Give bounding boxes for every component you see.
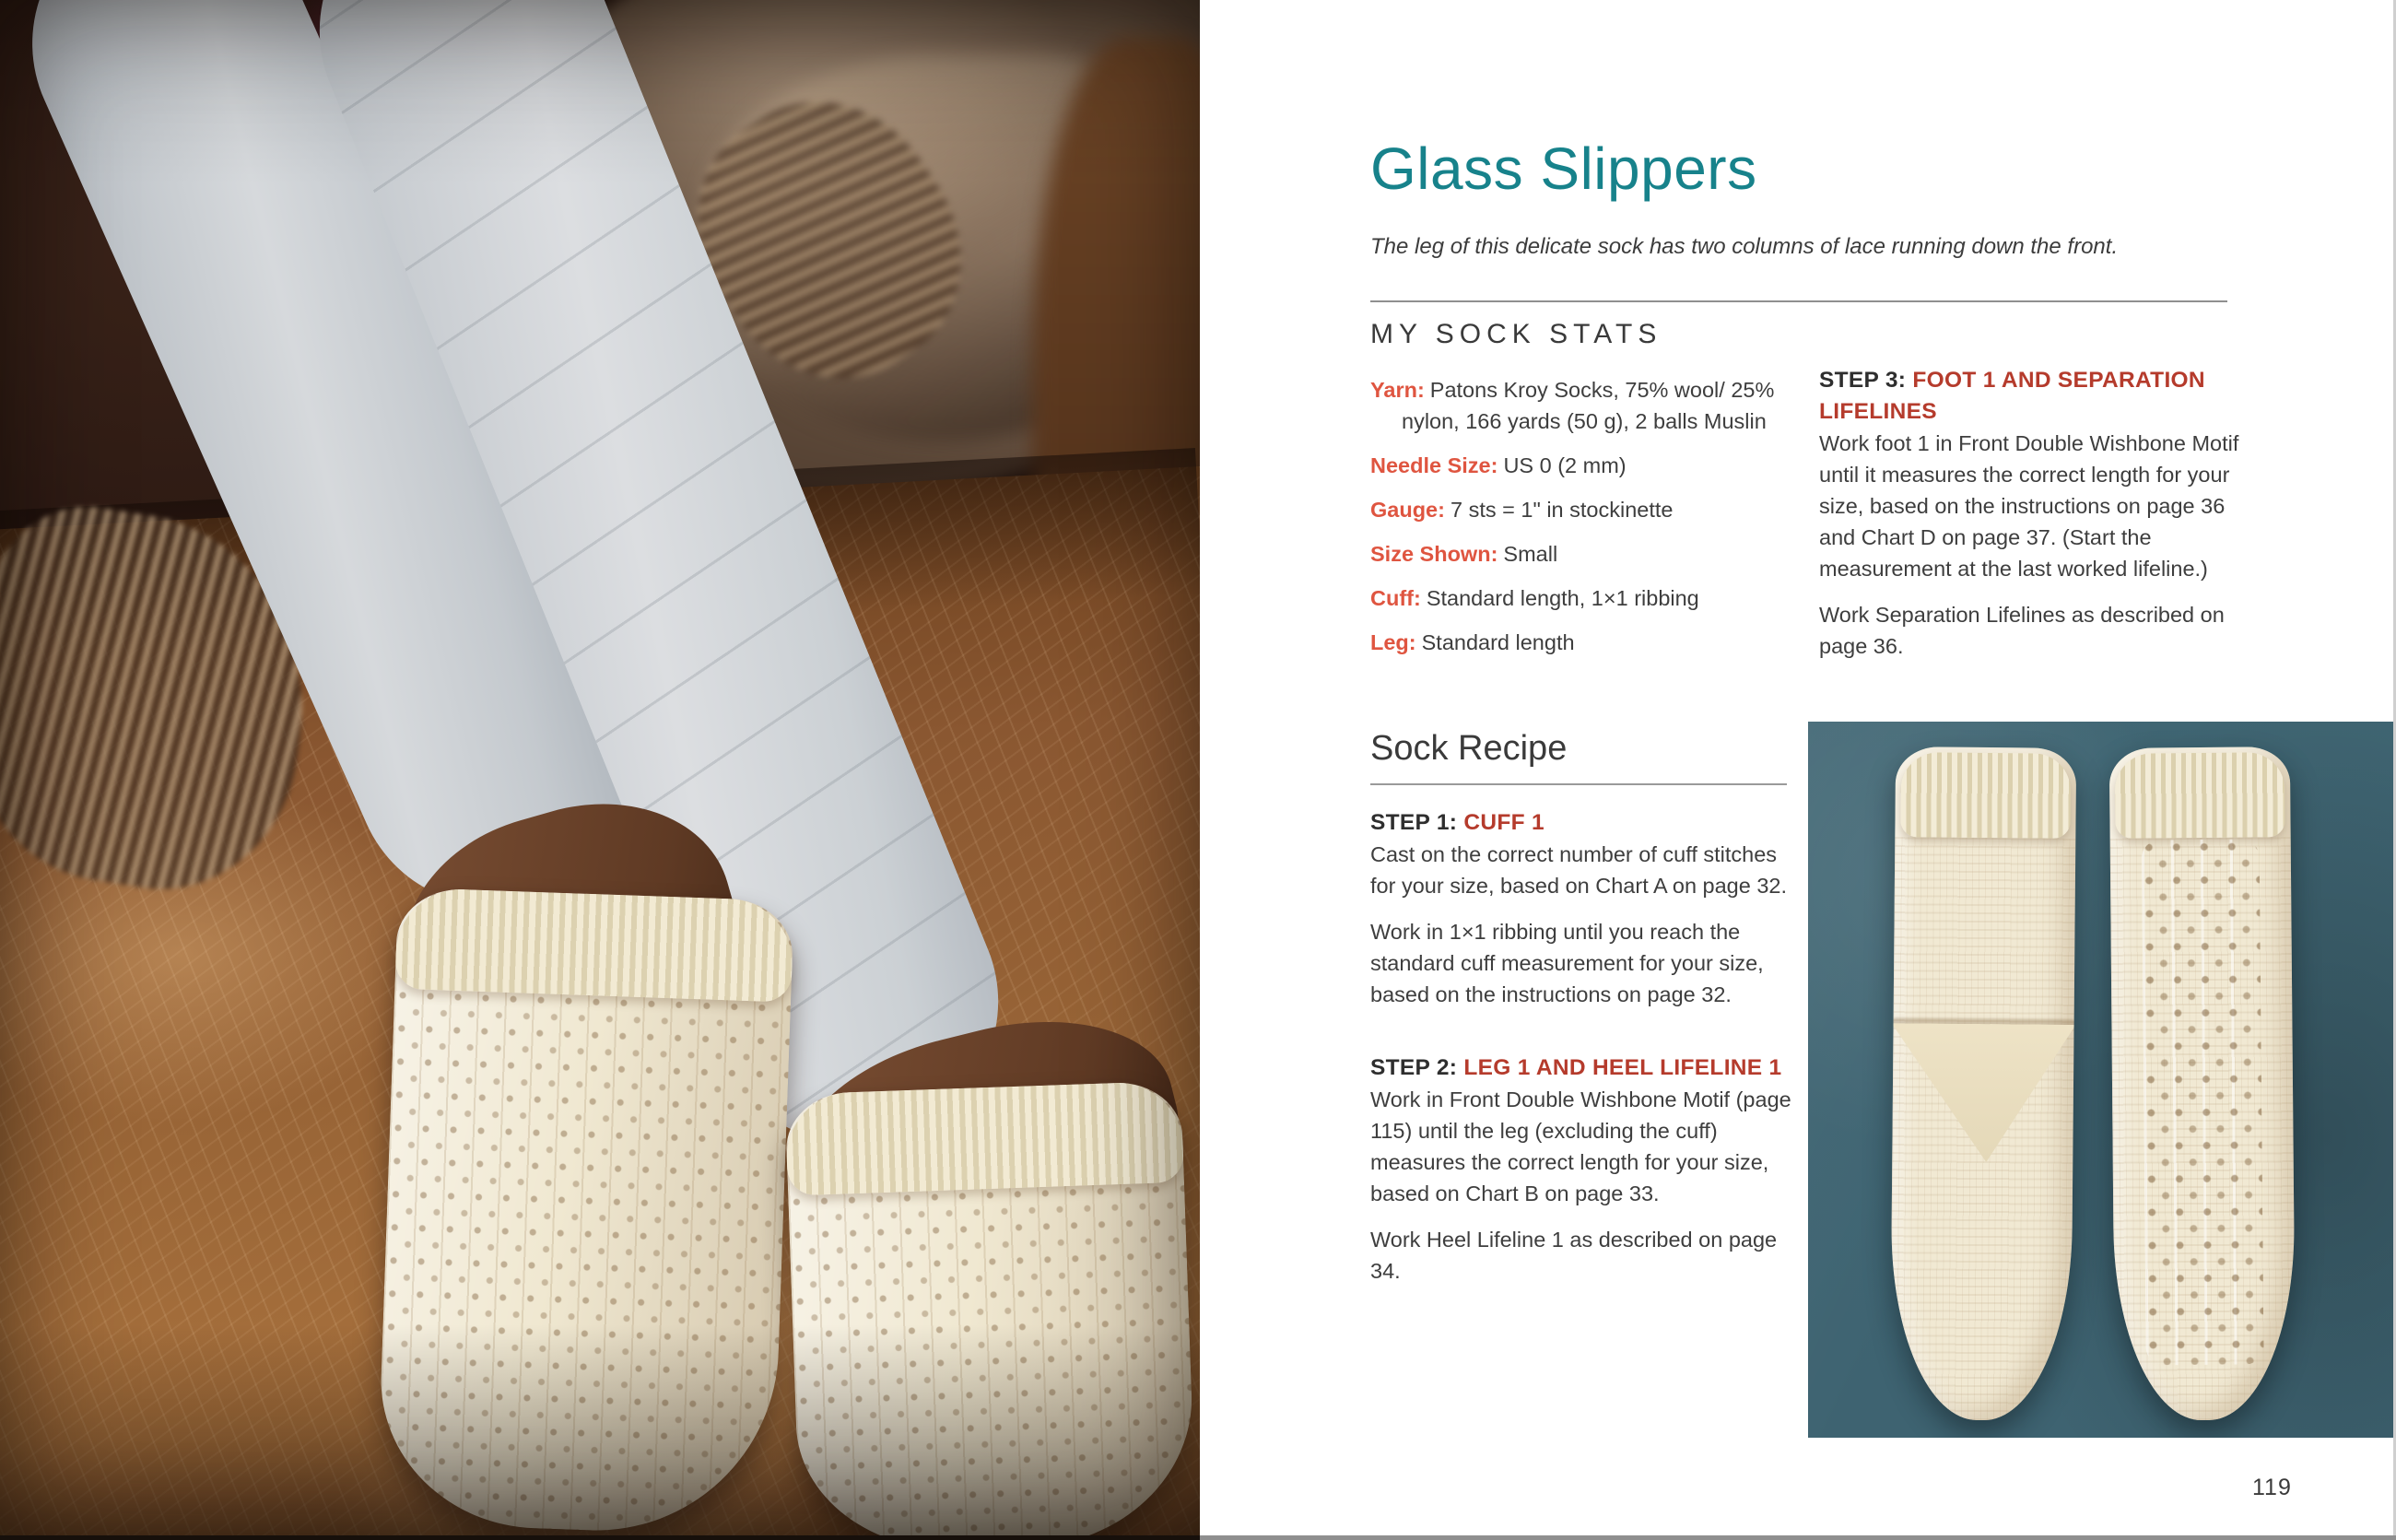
pattern-page — [1200, 0, 2396, 1540]
stat-value: US 0 (2 mm) — [1503, 453, 1627, 477]
step-1-paragraph: Work in 1×1 ribbing until you reach the standard cuff measurement for your size, based on the instructions on page 32. — [1370, 920, 1764, 1006]
stat-value: Standard length — [1421, 630, 1575, 654]
sock-recipe-section — [1370, 729, 1802, 1287]
stat-label: Leg: — [1370, 630, 1416, 654]
screenshot-bottom-edge-left — [0, 1535, 1200, 1540]
recipe-divider-rule — [1370, 783, 1787, 785]
page-subtitle: The leg of this delicate sock has two columns of lace running down the front. — [1370, 234, 2119, 259]
stat-value: Patons Kroy Socks, 75% wool/ 25% nylon, 166 yards (50 g), 2 balls Muslin — [1402, 378, 1775, 433]
sock-stats-heading: MY SOCK STATS — [1370, 319, 1662, 349]
stat-item-cuff — [1370, 582, 1811, 614]
divider-rule — [1370, 300, 2227, 302]
stat-label: Cuff: — [1370, 586, 1421, 610]
step-1-block — [1370, 807, 1802, 1010]
stat-item-size-shown — [1370, 538, 1811, 570]
step-2-label: STEP 2: — [1370, 1055, 1458, 1080]
stat-label: Size Shown: — [1370, 542, 1498, 566]
step-1-heading — [1370, 807, 1802, 839]
step-3-paragraph: Work foot 1 in Front Double Wishbone Motif until it measures the correct length for your size, based on the instructions on page 36 and Chart D on page 37. (Start the measurement at the last worked lifeline.) — [1819, 431, 2239, 581]
stat-label: Needle Size: — [1370, 453, 1498, 477]
step-2-block — [1370, 1052, 1802, 1287]
step-3-block — [1819, 365, 2245, 662]
step-3-section — [1819, 365, 2245, 662]
step-2-title: LEG 1 AND HEEL LIFELINE 1 — [1463, 1055, 1782, 1080]
page-title: Glass Slippers — [1370, 135, 1757, 202]
stat-label: Yarn: — [1370, 378, 1425, 402]
stat-value: Small — [1503, 542, 1558, 566]
step-3-label: STEP 3: — [1819, 368, 1907, 393]
step-2-heading — [1370, 1052, 1802, 1084]
flatlay-sock-front — [2109, 746, 2296, 1421]
flatlay-lace-pattern — [2142, 839, 2264, 1365]
step-3-heading — [1819, 365, 2245, 428]
step-1-title: CUFF 1 — [1463, 810, 1544, 835]
stat-item-leg — [1370, 627, 1811, 658]
flatlay-sock-front-cuff — [2115, 752, 2285, 839]
step-1-paragraph: Cast on the correct number of cuff stitches for your size, based on Chart A on page 32. — [1370, 842, 1788, 898]
stat-label: Gauge: — [1370, 498, 1445, 522]
page-number: 119 — [2252, 1475, 2292, 1500]
step-3-title: FOOT 1 AND SEPARATION LIFELINES — [1819, 368, 2205, 424]
stat-item-needle-size — [1370, 450, 1811, 481]
stat-value: 7 sts = 1" in stockinette — [1450, 498, 1674, 522]
stat-item-gauge — [1370, 494, 1811, 525]
stat-value: Standard length, 1×1 ribbing — [1426, 586, 1699, 610]
sock-stats-section — [1370, 319, 1811, 671]
step-2-paragraph: Work Heel Lifeline 1 as described on page 34. — [1370, 1228, 1778, 1283]
screenshot-bottom-edge-right — [1200, 1535, 2396, 1540]
step-3-paragraph: Work Separation Lifelines as described on page 36. — [1819, 603, 2225, 658]
stat-item-yarn — [1370, 374, 1811, 437]
sock-recipe-heading: Sock Recipe — [1370, 729, 1568, 768]
socks-flatlay-photo — [1808, 722, 2396, 1438]
step-2-paragraph: Work in Front Double Wishbone Motif (page 115) until the leg (excluding the cuff) measures the correct length for your size, based on Chart B on page 33. — [1370, 1087, 1791, 1205]
flatlay-sock-back-cuff — [1900, 752, 2071, 839]
flatlay-sock-back — [1890, 746, 2076, 1421]
step-1-label: STEP 1: — [1370, 810, 1458, 835]
